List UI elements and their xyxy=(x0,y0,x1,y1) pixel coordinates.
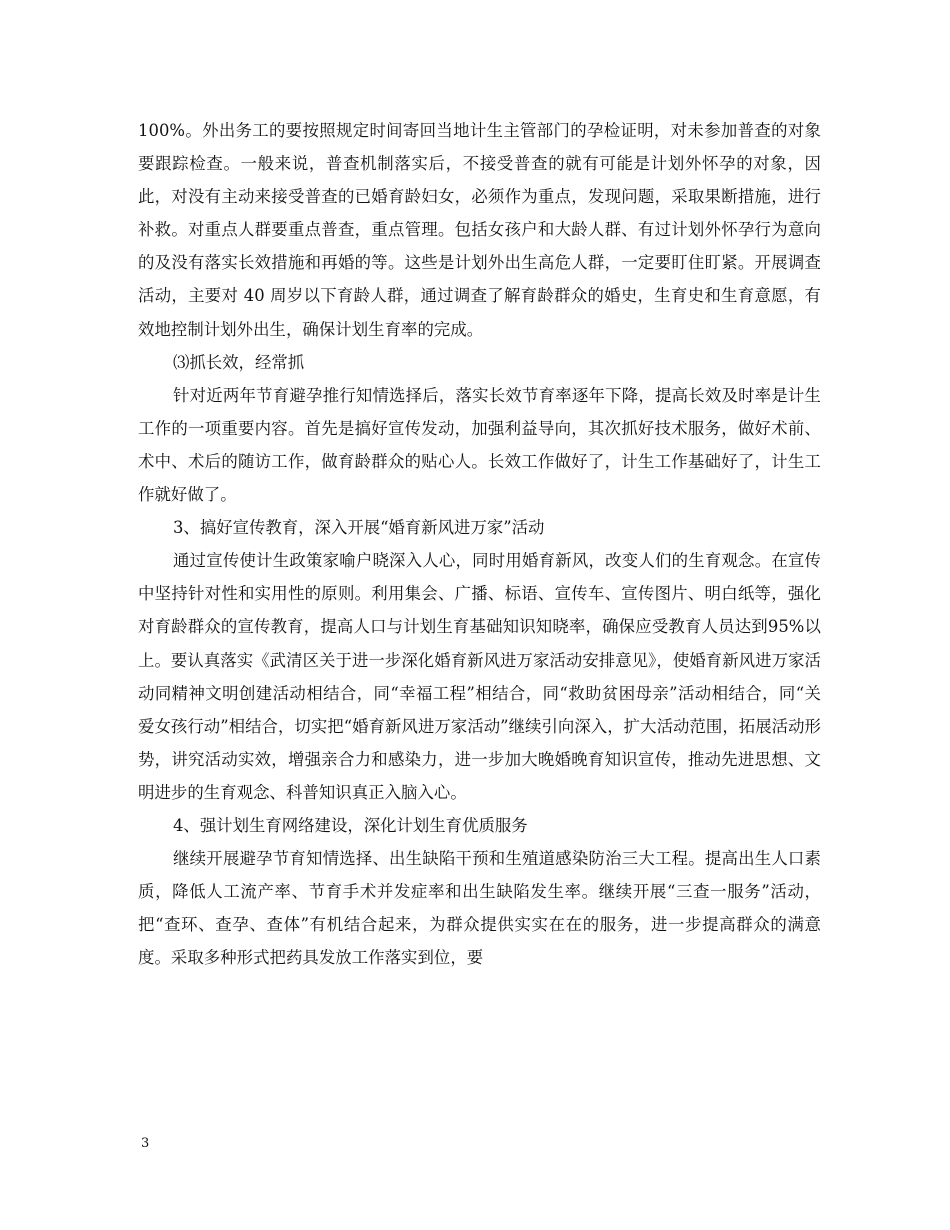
paragraph-followup-checks: 100%。外出务工的要按照规定时间寄回当地计生主管部门的孕检证明，对未参加普查的对象要跟踪检查。一般来说，普查机制落实后，不接受普查的就有可能是计划外怀孕的对象，因此，对没有主动来接受普查的已婚育龄妇女，必须作为重点，发现问题，采取果断措施，进行补救。对重点人群要重点普查，重点管理。包括女孩户和大龄人群、有过计划外怀孕行为意向的及没有落实长效措施和再婚的等。这些是计划外出生高危人群，一定要盯住盯紧。开展调查活动，主要对 40 周岁以下育龄人群，通过调查了解育龄群众的婚史，生育史和生育意愿，有效地控制计划外出生，确保计划生育率的完成。 xyxy=(138,121,821,339)
paragraph-long-term-rate: 针对近两年节育避孕推行知情选择后，落实长效节育率逐年下降，提高长效及时率是计生工作的一项重要内容。首先是搞好宣传发动，加强利益导向，其次抓好技术服务，做好术前、术中、术后的随访工作，做育龄群众的贴心人。长效工作做好了，计生工作基础好了，计生工作就好做了。 xyxy=(138,385,821,505)
paragraph-quality-service: 继续开展避孕节育知情选择、出生缺陷干预和生殖道感染防治三大工程。提高出生人口素质，降低人工流产率、节育手术并发症率和出生缺陷发生率。继续开展“三查一服务”活动，把“查环、查孕、查体”有机结合起来，为群众提供实实在在的服务，进一步提高群众的满意度。采取多种形式把药具发放工作落实到位，要 xyxy=(138,849,821,968)
section-heading-publicity-education: 3、搞好宣传教育，深入开展“婚育新风进万家”活动 xyxy=(173,518,545,538)
paragraph-publicity-education: 通过宣传使计生政策家喻户晓深入人心，同时用婚育新风，改变人们的生育观念。在宣传中坚持针对性和实用性的原则。利用集会、广播、标语、宣传车、宣传图片、明白纸等，强化对育龄群众的宣传教育，提高人口与计划生育基础知识知晓率，确保应受教育人员达到95%以上。要认真落实《武清区关于进一步深化婚育新风进万家活动安排意见》，使婚育新风进万家活动同精神文明创建活动相结合，同“幸福工程”相结合，同“救助贫困母亲”活动相结合，同“关爱女孩行动”相结合，切实把“婚育新风进万家活动”继续引向深入，扩大活动范围，拓展活动形势，讲究活动实效，增强亲合力和感染力，进一步加大晚婚晚育知识宣传，推动先进思想、文明进步的生育观念、科普知识真正入脑入心。 xyxy=(138,551,821,802)
subheading-long-term-measures: ⑶抓长效，经常抓 xyxy=(173,352,305,372)
page-number: 3 xyxy=(141,1136,150,1151)
document-body xyxy=(138,114,821,974)
section-heading-network-construction: 4、强计划生育网络建设，深化计划生育优质服务 xyxy=(173,815,528,835)
